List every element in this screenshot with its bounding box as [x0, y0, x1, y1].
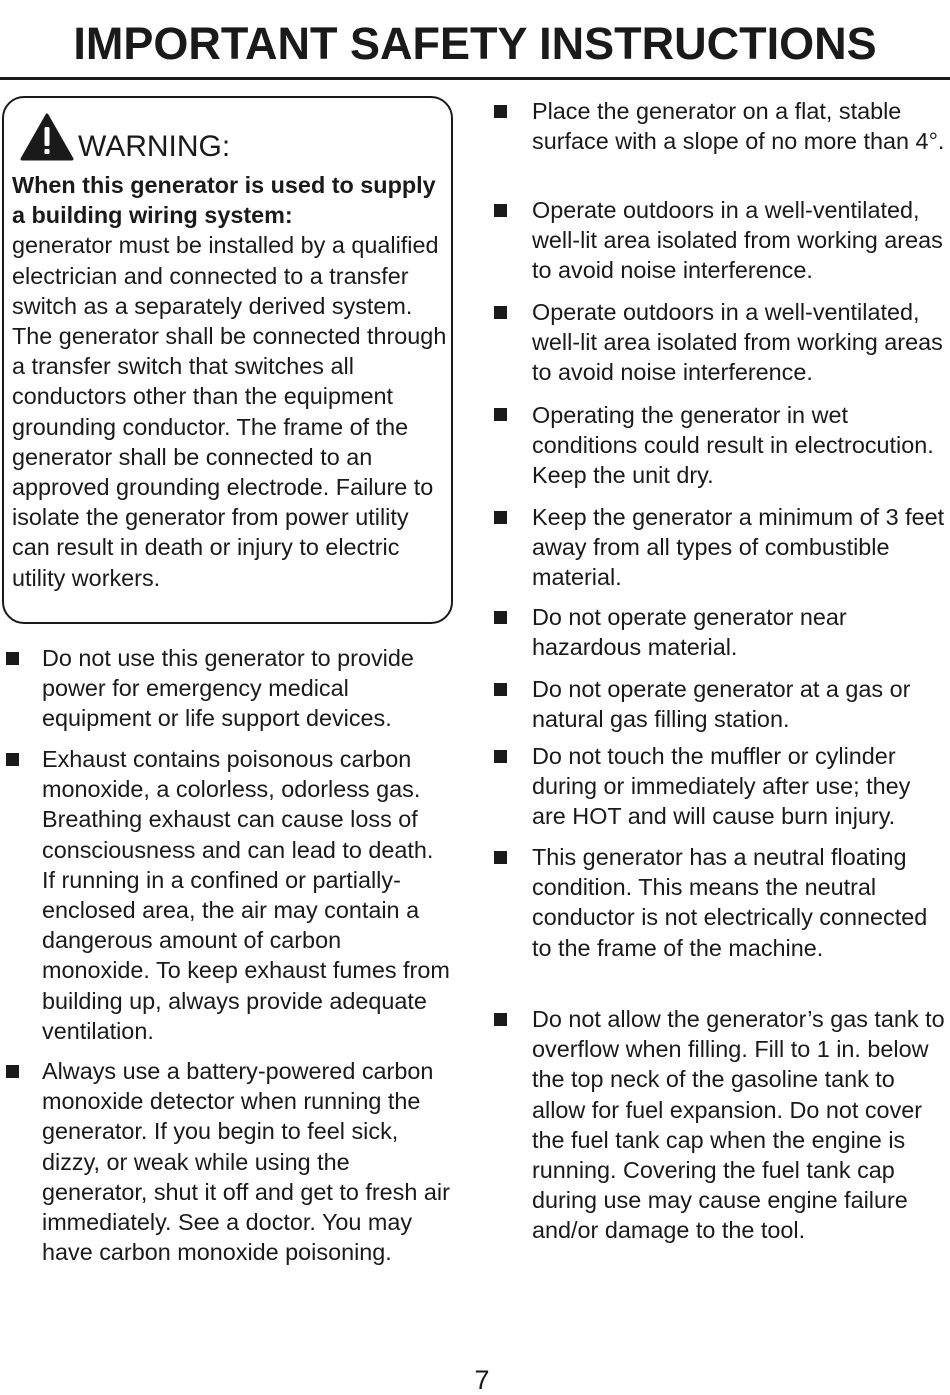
warning-label: WARNING: [78, 130, 231, 163]
list-item: Do not use this generator to provide power for emergency medical equipment or life support devices. [42, 645, 414, 732]
bullet-square-icon [494, 511, 507, 524]
list-item: Exhaust contains poisonous carbon monoxide, a colorless, odorless gas. Breathing exhaust can cause loss of consciousness and can lead to death. If running in a confined or partially-enclosed area, the air may contain a dangerous amount of carbon monoxide. To keep exhaust fumes from building up, always provide adequate ventilation. [42, 746, 450, 1044]
list-item: Operating the generator in wet conditions could result in electrocution. Keep the unit dry. [532, 402, 934, 489]
list-item: Place the generator on a flat, stable surface with a slope of no more than 4°. [532, 98, 945, 155]
list-item: Keep the generator a minimum of 3 feet away from all types of combustible material. [532, 504, 945, 591]
list-item: Do not allow the generator’s gas tank to overflow when filling. Fill to 1 in. below the top neck of the gasoline tank to allow for fuel expansion. Do not cover the fuel tank cap when the engine is running. Covering the fuel tank cap during use may cause engine failure and/or damage to the tool. [532, 1006, 945, 1244]
warning-text [12, 170, 452, 593]
warning-triangle-icon [20, 113, 74, 161]
bullet-square-icon [6, 753, 19, 766]
warning-body: generator must be installed by a qualified electrician and connected to a transfer switch as a separately derived system. The generator shall be connected through a transfer switch that switches all conductors other than the equipment grounding conductor. The frame of the generator shall be connected to an approved grounding electrode. Failure to isolate the generator from power utility can result in death or injury to electric utility workers. [12, 232, 447, 591]
bullet-square-icon [494, 408, 507, 421]
bullet-square-icon [494, 851, 507, 864]
list-item: This generator has a neutral floating condition. This means the neutral conductor is not electrically connected to the frame of the machine. [532, 844, 928, 961]
list-item: Do not operate generator at a gas or natural gas filling station. [532, 676, 911, 733]
bullet-square-icon [6, 652, 19, 665]
page-title: IMPORTANT SAFETY INSTRUCTIONS [73, 18, 877, 69]
bullet-square-icon [6, 1065, 19, 1078]
bullet-square-icon [494, 611, 507, 624]
list-item: Operate outdoors in a well-ventilated, well-lit area isolated from working areas to avoid noise interference. [532, 299, 943, 386]
bullet-square-icon [494, 683, 507, 696]
list-item: Operate outdoors in a well-ventilated, well-lit area isolated from working areas to avoid noise interference. [532, 197, 943, 284]
warning-lead: When this generator is used to supply a building wiring system: [12, 172, 436, 229]
bullet-square-icon [494, 306, 507, 319]
page-number: 7 [474, 1365, 490, 1395]
list-item: Do not operate generator near hazardous material. [532, 604, 847, 661]
bullet-square-icon [494, 204, 507, 217]
title-divider [0, 77, 950, 80]
bullet-square-icon [494, 750, 507, 763]
list-item: Do not touch the muffler or cylinder during or immediately after use; they are HOT and will cause burn injury. [532, 743, 911, 830]
bullet-square-icon [494, 1013, 507, 1026]
list-item: Always use a battery-powered carbon monoxide detector when running the generator. If you begin to feel sick, dizzy, or weak while using the generator, shut it off and get to fresh air immediately. See a doctor. You may have carbon monoxide poisoning. [42, 1058, 450, 1266]
bullet-square-icon [494, 105, 507, 118]
